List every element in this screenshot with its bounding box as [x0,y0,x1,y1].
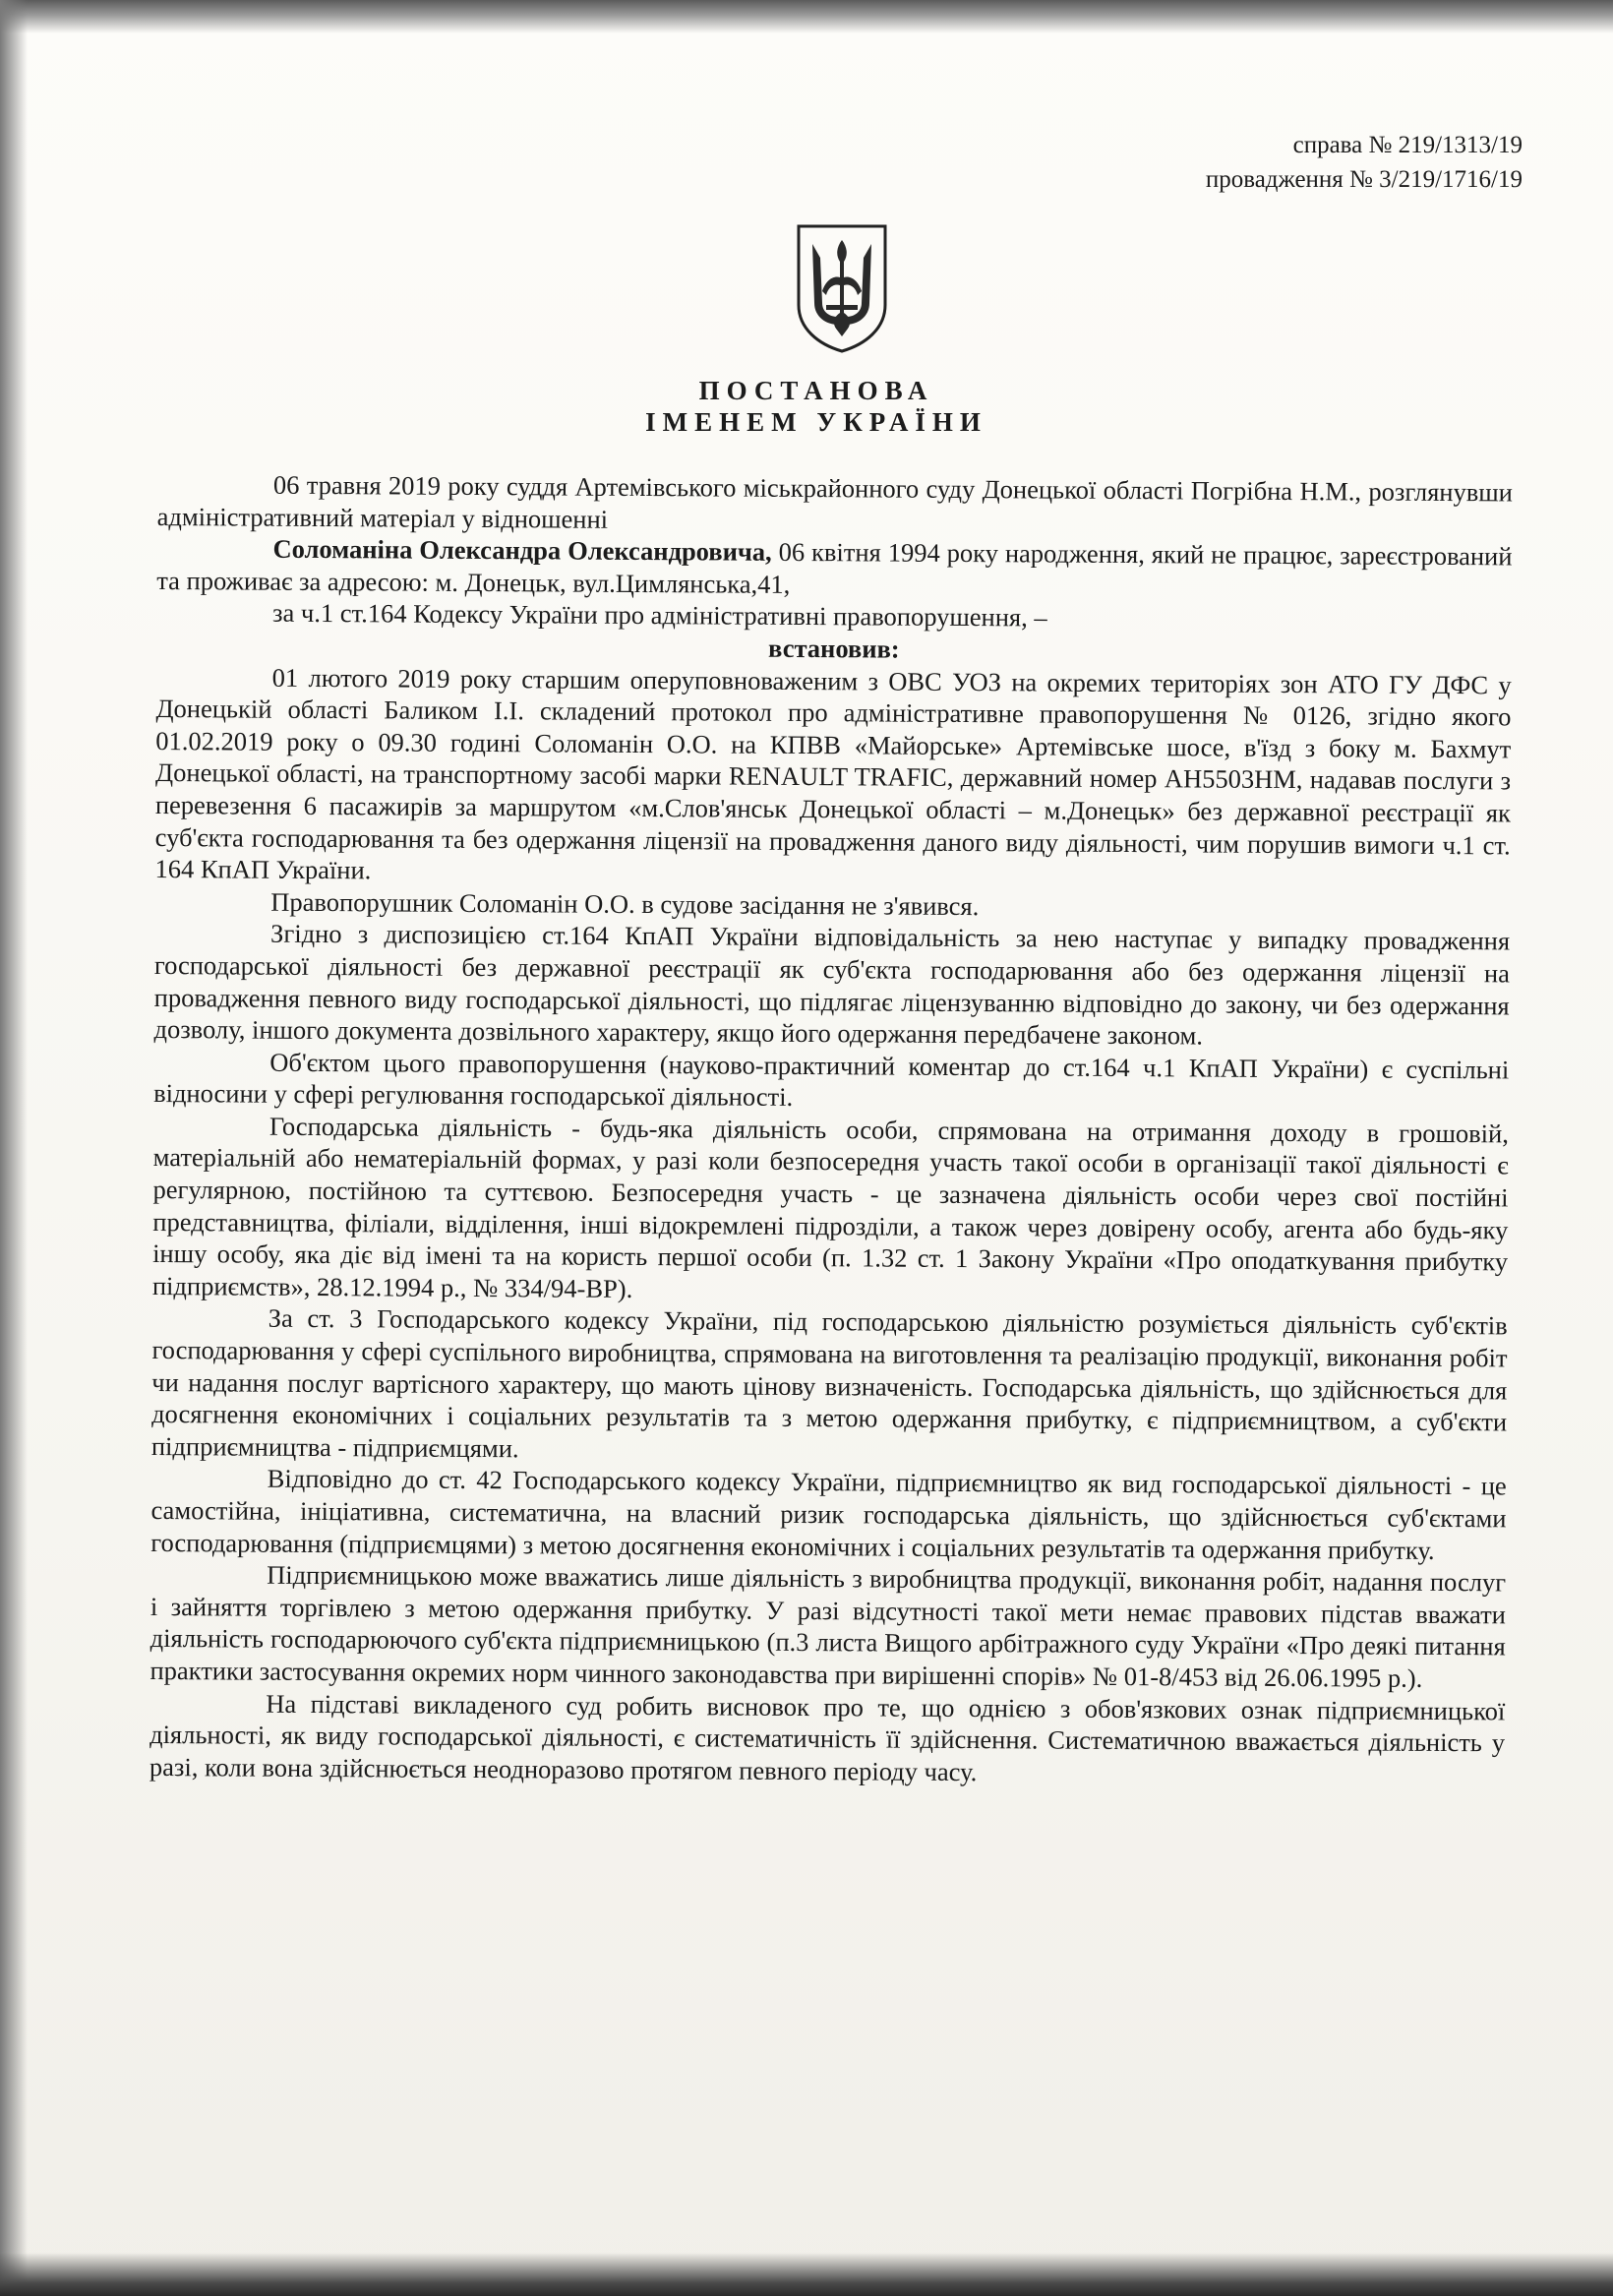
case-references [1206,128,1523,197]
body-paragraph: Господарська діяльність - будь-яка діяльність особи, спрямована на отримання доходу в грошовій, матеріальній або нематеріальній формах, у разі коли безпосередня участь такої особи в організації такої діяльності є регулярною, постійною та суттєвою. Безпосередня участь - це зазначена діяльність особи через свої постійні представництва, філіали, відділення, інші відокремлені підрозділи, а також через довірену особу, агента або будь-яку іншу особу, яка діє від імені та на користь першої особи (п. 1.32 ст. 1 Закону України «Про оподаткування прибутку підприємств», 28.12.1994 р., № 334/94-ВР). [151,1111,1509,1303]
defendant-name: Соломаніна Олександра Олександровича, [272,533,772,568]
body-paragraph: За ст. 3 Господарського кодексу України, під господарською діяльністю розуміється діяльність суб'єктів господарювання у сфері суспільного виробництва, спрямована на виготовлення та реалізацію продукції, виконання робіт чи надання послуг вартісного характеру, що мають цінову визначеність. Господарська діяльність, що здійснюється для досягнення економічних і соціальних результатів та з метою одержання прибутку, є підприємництвом, а суб'єкти підприємництва - підприємцями. [150,1303,1508,1464]
body-paragraph: 01 лютого 2019 року старшим оперуповноваженим з ОВС УОЗ на окремих територіях зон АТО ГУ ДФС у Донецькій області Баликом І.І. складений протокол про адміністративне правопорушення № 0126, згідно якого 01.02.2019 року о 09.30 годині Соломанін О.О. на КПВВ «Майорське» Артемівське шосе, в'їзд з боку м. Бахмут Донецької області, на транспортному засобі марки RENAULT TRAFIC, державний номер АН5503НМ, надавав послуги з перевезення 6 пасажирів за маршрутом «м.Слов'янськ Донецької області – м.Донецьк» без державної реєстрації як суб'єкта господарювання та без одержання ліцензії на провадження даного виду діяльності, чим порушив вимоги ч.1 ст. 164 КпАП України. [154,662,1512,885]
case-number: справа № 219/1313/19 [1292,132,1523,158]
body-paragraph: Підприємницькою може вважатись лише діяльність з виробництва продукції, виконання робіт, надання послуг і зайняття торгівлею з метою одержання прибутку. У разі відсутності такої мети немає правових підстав вважати діяльність господарюючого суб'єкта підприємницькою (п.3 листа Вищого арбітражного суду України «Про деякі питання практики застосування окремих норм чинного законодавства при вирішенні спорів» № 01-8/453 від 26.06.1995 р.). [149,1559,1507,1693]
document-title: ПОСТАНОВА [698,376,934,405]
intro-paragraph: 06 травня 2019 року суддя Артемівського міськрайонного суду Донецької області Погрібна Н.М., розглянувши адміністративний матеріал у відношенні [156,469,1513,534]
scan-shadow-top [0,0,1613,33]
body-paragraph: На підставі викладеного суд робить висновок про те, що однією з обов'язкових ознак підприємницької діяльності, як виду господарської діяльності, є систематичність її здійснення. Систематичною вважається діяльність у разі, коли вона здійснюється неодноразово протягом певного періоду часу. [149,1688,1506,1786]
proceeding-number: провадження № 3/219/1716/19 [1205,166,1523,193]
charge-paragraph: за ч.1 ст.164 Кодексу України про адміністративні правопорушення, – [272,598,1047,633]
established-heading: встановив: [768,633,900,664]
document-body [149,468,1513,1791]
scan-shadow-bottom [0,2253,1613,2296]
defendant-paragraph [156,532,1512,605]
body-paragraph: Правопорушник Соломанін О.О. в судове засідання не з'явився. [270,886,980,921]
scan-shadow-left [0,0,28,2296]
body-paragraph: Відповідно до ст. 42 Господарського кодексу України, підприємництво як вид господарської діяльності - це самостійна, ініціативна, систематична, на власний ризик господарська діяльність, що здійснюється суб'єктами господарювання (підприємцями) з метою досягнення економічних і соціальних результатів та одержання прибутку. [150,1464,1507,1565]
document-subtitle: ІМЕНЕМ УКРАЇНИ [645,407,987,437]
ukraine-trident-emblem-icon [793,222,891,354]
body-paragraph: Згідно з диспозицією ст.164 КпАП України відповідальність за нею наступає у випадку провадження господарської діяльності без державної реєстрації як суб'єкта господарювання або без одержання ліцензії на провадження певного виду господарської діяльності, що підлягає ліцензуванню відповідно до закону, чи без одержання дозволу, іншого документа дозвільного характеру, якщо його одержання передбачене законом. [153,919,1511,1051]
defendant-details: 06 квітня 1994 року народження, який не працює, зареєстрований та проживає за адресою: м. Донецьк, вул.Цимлянська,41, [156,537,1513,599]
body-paragraph: Об'єктом цього правопорушення (науково-практичний коментар до ст.164 ч.1 КпАП України) є суспільні відносини у сфері регулювання господарської діяльності. [153,1047,1510,1113]
